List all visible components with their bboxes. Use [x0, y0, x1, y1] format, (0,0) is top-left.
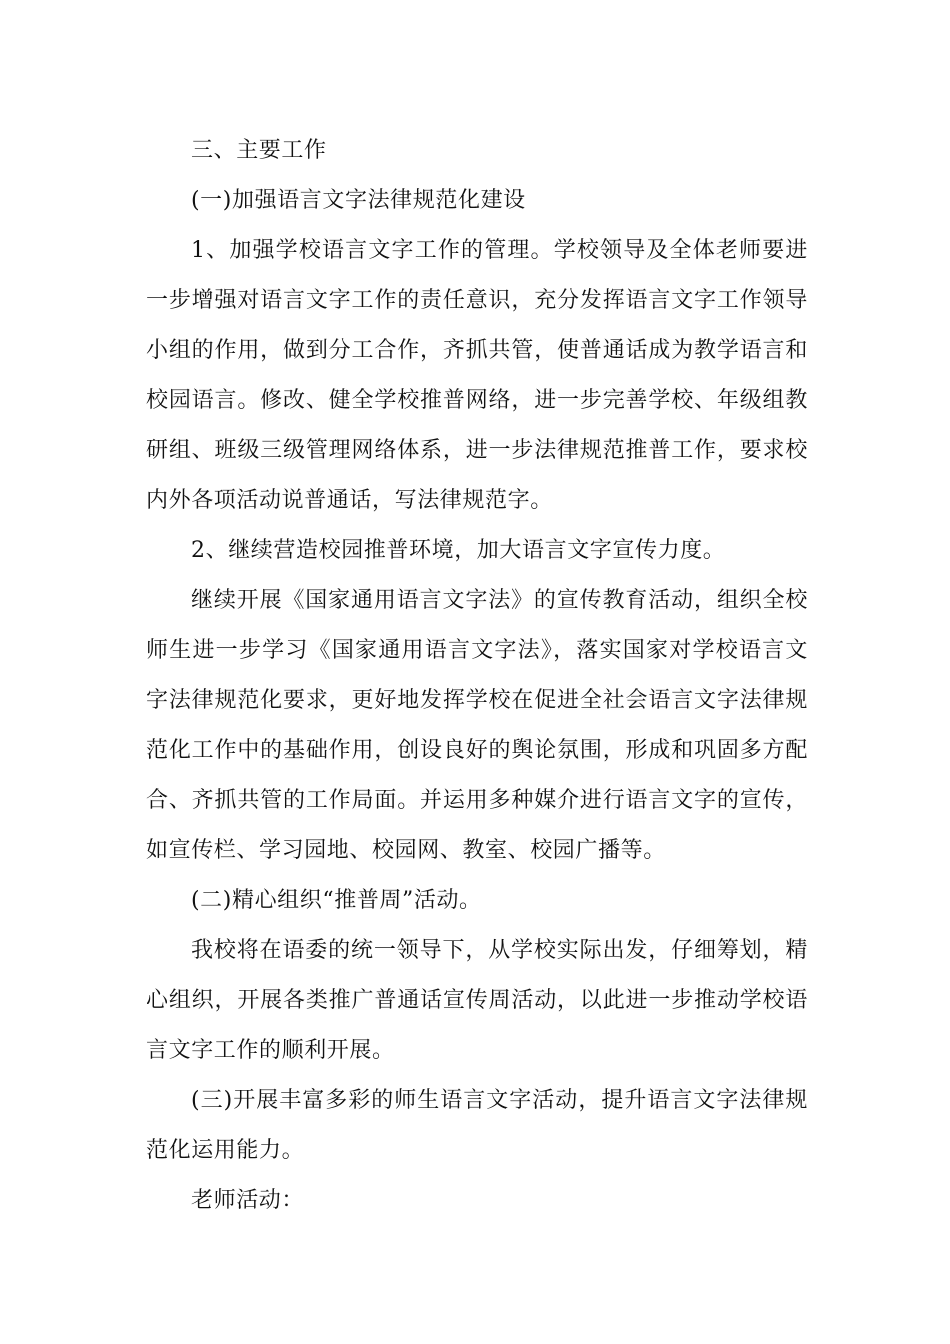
subsection-heading: (二)精心组织“推普周”活动。 [191, 888, 482, 913]
section-heading: 三、主要工作 [191, 138, 327, 163]
body-paragraph: 我校将在语委的统一领导下，从学校实际出发，仔细筹划，精心组织，开展各类推广普通话宣传周活动，以此进一步推动学校语言文字工作的顺利开展。 [146, 938, 808, 1063]
body-paragraph: 1、加强学校语言文字工作的管理。学校领导及全体老师要进一步增强对语言文字工作的责任意识，充分发挥语言文字工作领导小组的作用，做到分工合作，齐抓共管，使普通话成为教学语言和校园语言。修改、健全学校推普网络，进一步完善学校、年级组教研组、班级三级管理网络体系，进一步法律规范推普工作，要求校内外各项活动说普通话，写法律规范字。 [146, 238, 808, 513]
subsection-heading: (一)加强语言文字法律规范化建设 [191, 188, 526, 213]
document-body [146, 126, 808, 1226]
body-paragraph: 2、继续营造校园推普环境，加大语言文字宣传力度。 [191, 538, 726, 563]
subsection-heading: (三)开展丰富多彩的师生语言文字活动，提升语言文字法律规范化运用能力。 [146, 1088, 808, 1163]
body-paragraph: 继续开展《国家通用语言文字法》的宣传教育活动，组织全校师生进一步学习《国家通用语言文字法》，落实国家对学校语言文字法律规范化要求，更好地发挥学校在促进全社会语言文字法律规范化工作中的基础作用，创设良好的舆论氛围，形成和巩固多方配合、齐抓共管的工作局面。并运用多种媒介进行语言文字的宣传，如宣传栏、学习园地、校园网、教室、校园广播等。 [146, 588, 808, 863]
body-paragraph: 老师活动： [191, 1188, 305, 1213]
